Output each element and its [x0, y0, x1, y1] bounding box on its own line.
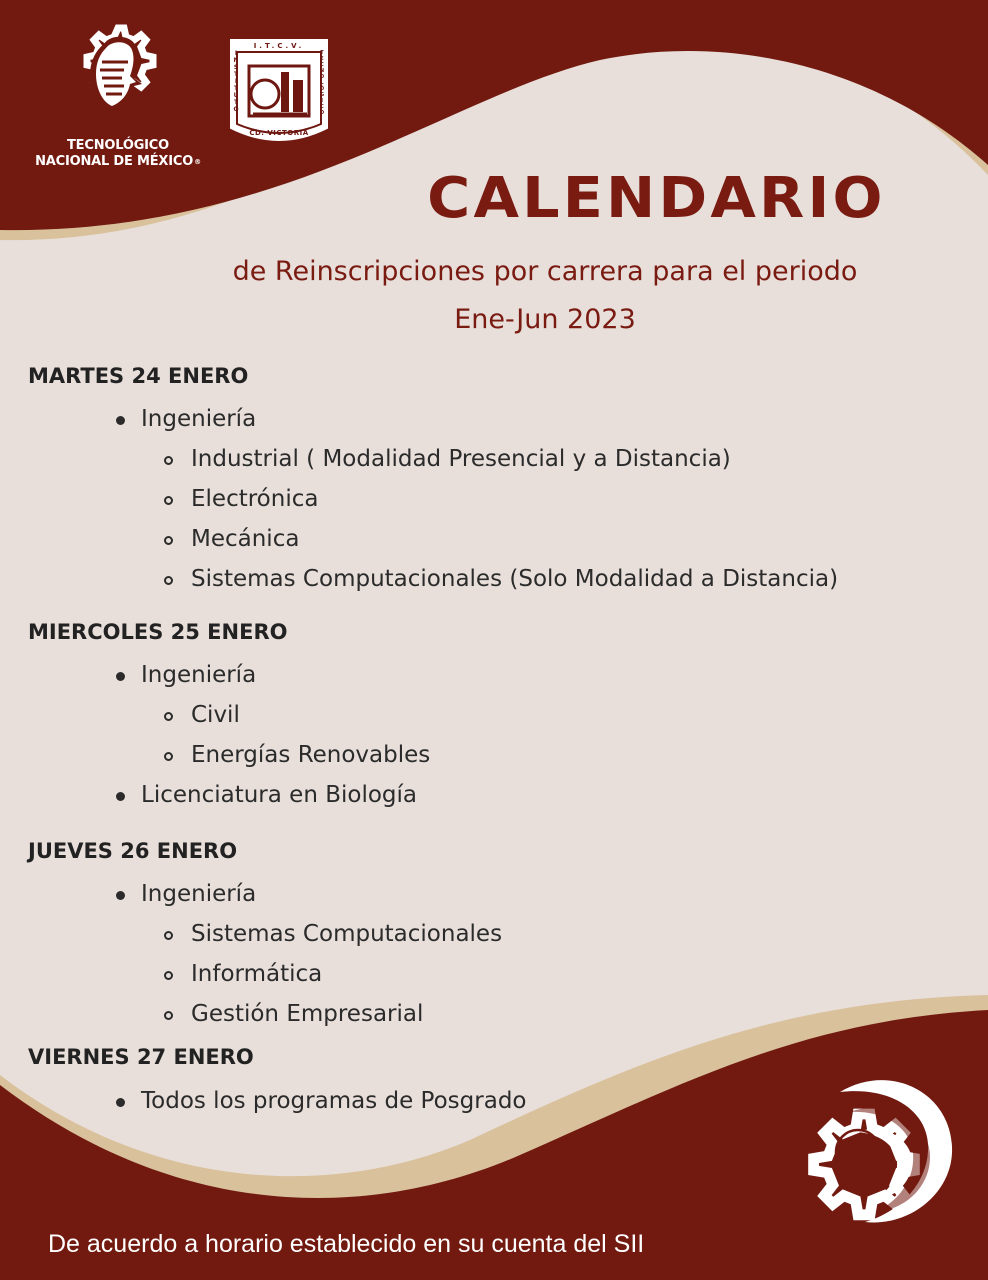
registered-mark: ® — [194, 158, 201, 166]
program-group: Ingeniería — [141, 881, 257, 907]
program-item: Electrónica — [191, 486, 319, 512]
bullet-icon — [116, 891, 125, 900]
day-heading-martes: MARTES 24 ENERO — [28, 364, 249, 388]
subtitle-period: Ene-Jun 2023 — [454, 304, 636, 335]
program-item: Energías Renovables — [191, 742, 431, 768]
bullet-icon — [116, 1098, 125, 1107]
program-item: Mecánica — [191, 526, 300, 552]
footer-note: De acuerdo a horario establecido en su cuenta del SII — [48, 1230, 645, 1258]
itcv-acronym: I.T.C.V. — [253, 42, 305, 50]
circle-bullet-icon — [164, 971, 173, 980]
itcv-city: CD. VICTORIA — [249, 129, 309, 137]
circle-bullet-icon — [164, 712, 173, 721]
program-item: Civil — [191, 702, 240, 728]
subtitle-line1: de Reinscripciones por carrera para el periodo — [232, 256, 858, 287]
circle-bullet-icon — [164, 456, 173, 465]
day-heading-miercoles: MIERCOLES 25 ENERO — [28, 620, 288, 644]
day-heading-jueves: JUEVES 26 ENERO — [28, 839, 238, 863]
circle-bullet-icon — [164, 1011, 173, 1020]
itcv-shield-icon — [227, 36, 331, 144]
circle-bullet-icon — [164, 536, 173, 545]
circle-bullet-icon — [164, 496, 173, 505]
program-item: Sistemas Computacionales (Solo Modalidad a Distancia) — [191, 566, 839, 592]
gear-head-icon — [78, 22, 158, 130]
itcv-right-text: TECNOLÓGICO — [319, 50, 325, 116]
badge-label: ITCV — [849, 1160, 867, 1168]
circle-bullet-icon — [164, 752, 173, 761]
anniversary-badge — [780, 1062, 960, 1232]
program-item: Industrial ( Modalidad Presencial y a Distancia) — [191, 446, 731, 472]
tecnm-name-line2: NACIONAL DE MÉXICO — [35, 154, 194, 169]
itcv-left-text: INSTITUTO — [232, 50, 240, 113]
program-group: Ingeniería — [141, 662, 257, 688]
bullet-icon — [116, 416, 125, 425]
itcv-logo — [227, 36, 331, 144]
badge-number: 47 — [845, 1135, 871, 1159]
program-group: Ingeniería — [141, 406, 257, 432]
circle-bullet-icon — [164, 576, 173, 585]
page-title: CALENDARIO — [427, 166, 886, 231]
day-heading-viernes: VIERNES 27 ENERO — [28, 1045, 254, 1069]
program-item: Informática — [191, 961, 323, 987]
bullet-icon — [116, 672, 125, 681]
program-group: Licenciatura en Biología — [141, 782, 417, 808]
program-item: Sistemas Computacionales — [191, 921, 503, 947]
program-group: Todos los programas de Posgrado — [141, 1088, 527, 1114]
tecnm-name-line1: TECNOLÓGICO — [67, 138, 169, 153]
subtitle — [200, 248, 890, 344]
bullet-icon — [116, 792, 125, 801]
circle-bullet-icon — [164, 931, 173, 940]
program-item: Gestión Empresarial — [191, 1001, 424, 1027]
